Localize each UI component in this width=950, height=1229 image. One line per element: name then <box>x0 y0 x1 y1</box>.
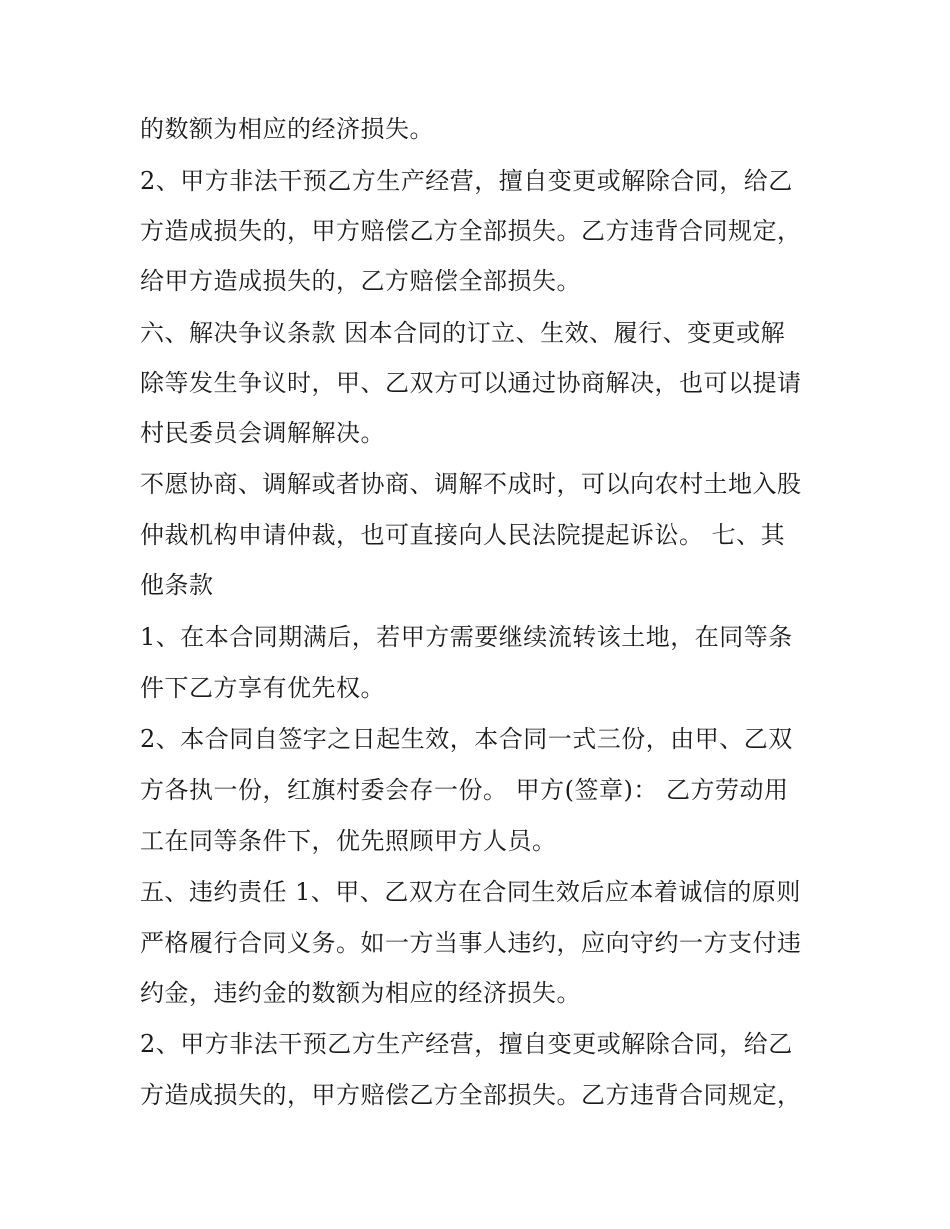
text-line: 工在同等条件下，优先照顾甲方人员。 <box>140 827 557 855</box>
text-line: 方造成损失的，甲方赔偿乙方全部损失。乙方违背合同规定， <box>140 1081 802 1109</box>
text-line: 2、甲方非法干预乙方生产经营，擅自变更或解除合同，给乙 <box>140 1030 793 1058</box>
text-line: 2、本合同自签字之日起生效，本合同一式三份，由甲、乙双 <box>140 725 793 753</box>
text-line: 除等发生争议时，甲、乙双方可以通过协商解决，也可以提请 <box>140 369 802 397</box>
text-line: 方造成损失的，甲方赔偿乙方全部损失。乙方违背合同规定， <box>140 217 802 245</box>
text-line: 他条款 <box>140 571 214 599</box>
text-line: 1、在本合同期满后，若甲方需要继续流转该土地，在同等条 <box>140 623 793 651</box>
text-line: 村民委员会调解解决。 <box>140 419 385 447</box>
text-line: 方各执一份，红旗村委会存一份。 甲方(签章)： 乙方劳动用 <box>140 776 789 804</box>
text-line: 五、违约责任 1、甲、乙双方在合同生效后应本着诚信的原则 <box>140 878 801 906</box>
text-line: 2、甲方非法干预乙方生产经营，擅自变更或解除合同，给乙 <box>140 167 793 195</box>
text-line: 严格履行合同义务。如一方当事人违约，应向守约一方支付违 <box>140 929 802 957</box>
text-line: 仲裁机构申请仲裁，也可直接向人民法院提起诉讼。 七、其 <box>140 521 786 549</box>
text-line: 六、解决争议条款 因本合同的订立、生效、履行、变更或解 <box>140 319 786 347</box>
text-line: 件下乙方享有优先权。 <box>140 674 385 702</box>
text-line: 的数额为相应的经济损失。 <box>140 115 434 143</box>
text-line: 给甲方造成损失的，乙方赔偿全部损失。 <box>140 267 581 295</box>
text-line: 不愿协商、调解或者协商、调解不成时，可以向农村土地入股 <box>140 470 802 498</box>
text-line: 约金，违约金的数额为相应的经济损失。 <box>140 979 581 1007</box>
